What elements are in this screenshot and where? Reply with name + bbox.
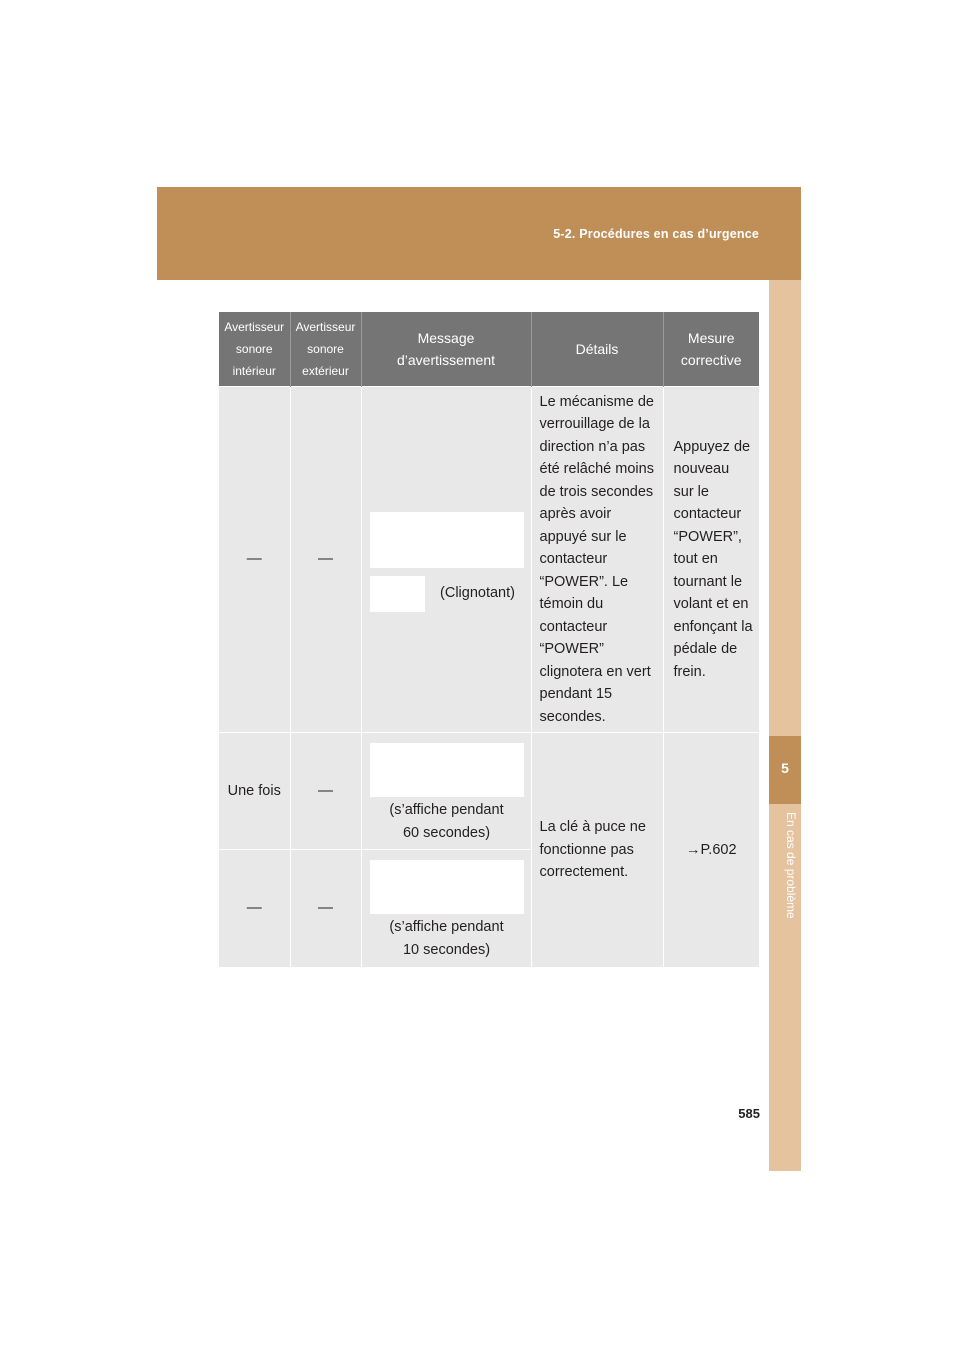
chapter-number: 5	[781, 760, 789, 776]
indicator-light-image	[370, 576, 425, 612]
page-number: 585	[738, 1106, 760, 1121]
message-cell	[361, 850, 531, 967]
exterior-cell: —	[290, 733, 361, 850]
corrective-cell[interactable]: →P.602	[663, 733, 759, 967]
header-corrective: Mesure corrective	[663, 312, 759, 387]
warning-message-image	[370, 860, 524, 914]
message-caption: (s’affiche pendant 10 secondes)	[389, 919, 504, 958]
table-row	[219, 733, 759, 850]
table-row	[219, 387, 759, 733]
warning-message-image	[370, 743, 524, 797]
details-cell: Le mécanisme de verrouillage de la direction n’a pas été relâché moins de trois secondes après avoir appuyé sur le contacteur “POWER”. Le témoin du contacteur “POWER” clignotera en vert pendant 15 secondes.	[531, 387, 663, 733]
header-interior-buzzer: Avertisseur sonore intérieur	[219, 312, 290, 387]
header-band	[157, 187, 801, 280]
message-caption: (s’affiche pendant 60 secondes)	[389, 802, 504, 841]
interior-cell: —	[219, 387, 290, 733]
chapter-side-tab	[769, 280, 801, 1171]
interior-cell: —	[219, 850, 290, 967]
message-cell	[361, 733, 531, 850]
chapter-label: En cas de problème	[784, 812, 798, 919]
warning-table	[219, 312, 759, 967]
section-title: 5-2. Procédures en cas d’urgence	[553, 227, 759, 241]
table-header-row	[219, 312, 759, 387]
message-cell	[361, 387, 531, 733]
warning-message-image	[370, 512, 524, 568]
message-caption: (Clignotant)	[440, 585, 515, 601]
header-details: Détails	[531, 312, 663, 387]
header-message: Message d’avertissement	[361, 312, 531, 387]
exterior-cell: —	[290, 387, 361, 733]
header-exterior-buzzer: Avertisseur sonore extérieur	[290, 312, 361, 387]
interior-cell: Une fois	[219, 733, 290, 850]
details-cell: La clé à puce ne fonctionne pas correctement.	[531, 733, 663, 967]
corrective-cell: Appuyez de nouveau sur le contacteur “POWER”, tout en tournant le volant et en enfonçant la pédale de frein.	[663, 387, 759, 733]
exterior-cell: —	[290, 850, 361, 967]
